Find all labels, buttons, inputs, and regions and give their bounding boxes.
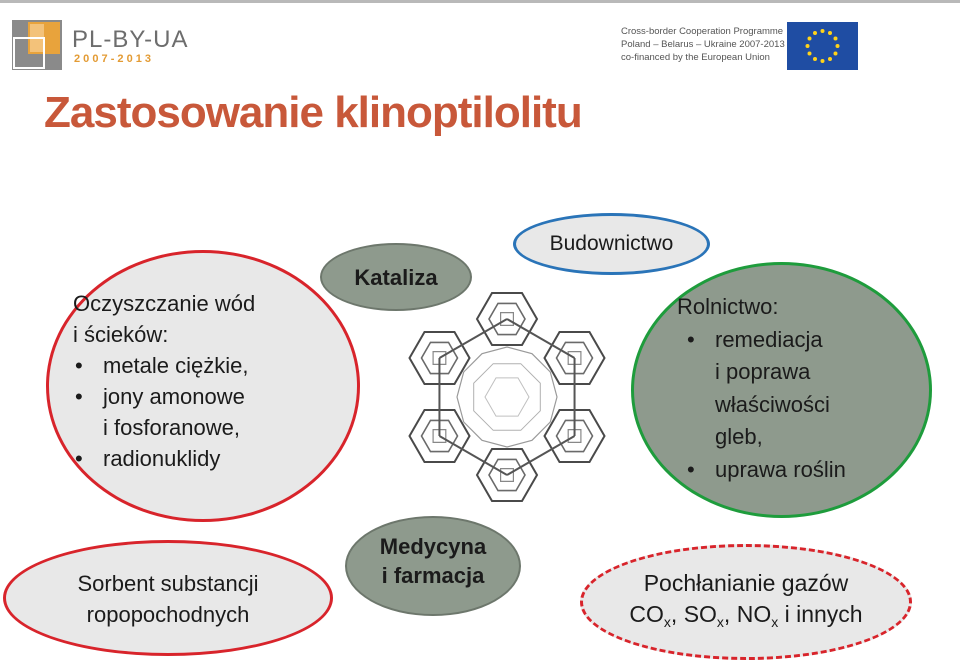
eu-flag-icon <box>787 22 858 70</box>
medicine-text <box>345 532 521 590</box>
water-heading-1: Oczyszczanie wód <box>73 291 256 316</box>
agriculture-text <box>677 291 846 486</box>
so-subscript: x <box>716 614 724 630</box>
gases-tail: i innych <box>778 601 863 627</box>
water-item-4: • radionuklidy <box>73 443 255 474</box>
agriculture-heading: Rolnictwo: <box>677 294 779 319</box>
programme-line-2: Poland – Belarus – Ukraine 2007-2013 <box>621 39 785 50</box>
agriculture-item-3: właściwości <box>715 391 830 417</box>
water-item-1: • metale ciężkie, <box>73 350 255 381</box>
pl-by-ua-logo <box>12 20 62 70</box>
top-border-line <box>0 0 960 3</box>
programme-text <box>621 25 786 64</box>
water-item-3: i fosforanowe, <box>103 415 240 440</box>
sorbent-line-1: Sorbent substancji <box>77 571 259 596</box>
co-subscript: x <box>663 614 671 630</box>
programme-line-3: co-financed by the European Union <box>621 52 770 63</box>
sorbent-text <box>3 568 333 630</box>
medicine-line-1: Medycyna <box>379 534 487 559</box>
separator-1: , <box>670 601 684 627</box>
logo-squares-icon <box>12 20 62 70</box>
so-label: SO <box>683 601 717 627</box>
co-label: CO <box>629 601 664 627</box>
water-treatment-text <box>73 288 255 474</box>
water-item-2: • jony amonowe <box>73 381 255 412</box>
gases-line-1: Pochłanianie gazów <box>643 570 849 596</box>
sorbent-line-2: ropopochodnych <box>86 602 250 627</box>
catalysis-label: Kataliza <box>354 265 438 290</box>
construction-label: Budownictwo <box>549 232 674 255</box>
zeolite-structure-image <box>388 283 626 511</box>
water-heading-2: i ścieków: <box>73 322 169 347</box>
logo-main-text: PL-BY-UA <box>72 26 189 53</box>
no-label: NO <box>736 601 772 627</box>
logo-years-text: 2 0 0 7 - 2 0 1 3 <box>74 53 152 65</box>
gases-line-2 <box>580 599 912 630</box>
agriculture-item-5: • uprawa roślin <box>685 454 846 487</box>
agriculture-item-1: • remediacja <box>685 324 846 357</box>
no-subscript: x <box>771 614 779 630</box>
medicine-line-2: i farmacja <box>381 563 485 588</box>
separator-2: , <box>723 601 737 627</box>
water-list <box>73 350 255 474</box>
agriculture-item-4: gleb, <box>715 424 763 449</box>
gases-text <box>580 568 912 630</box>
agriculture-item-2: i poprawa <box>715 359 811 384</box>
agriculture-list <box>677 324 846 487</box>
page-title: Zastosowanie klinoptilolitu <box>44 88 582 137</box>
programme-line-1: Cross-border Cooperation Programme <box>621 26 784 37</box>
